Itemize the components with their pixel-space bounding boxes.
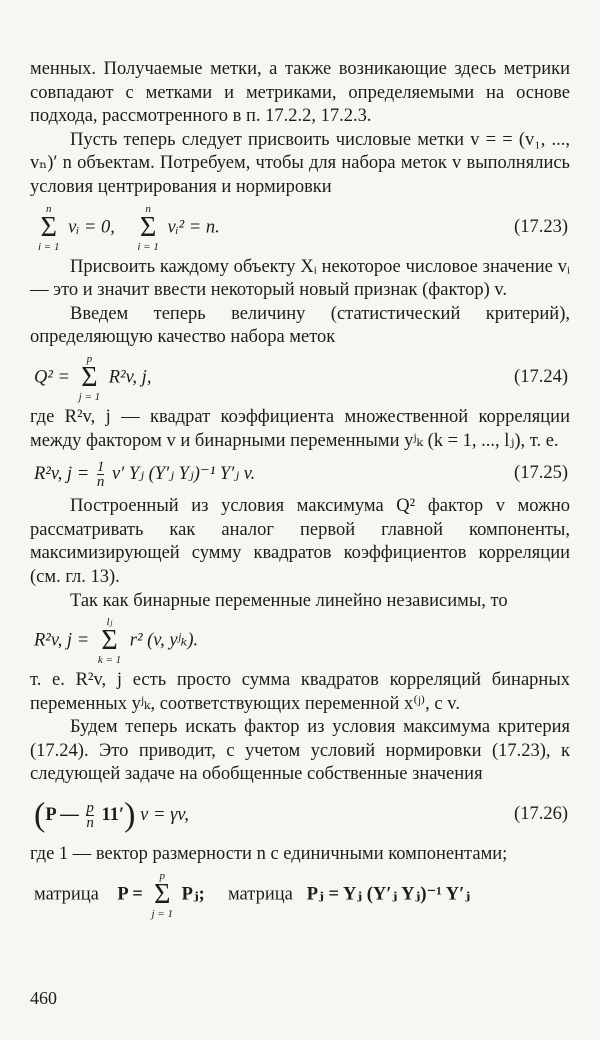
- paragraph-8: т. е. R²v, j есть просто сумма квадратов корреляций бинарных переменных yʲₖ, соответствующих переменной x⁽ʲ⁾, с v.: [30, 670, 570, 714]
- paragraph-3: Присвоить каждому объекту Xᵢ некоторое числовое значение vᵢ — это и значит ввести некоторый новый признак (фактор) v.: [30, 256, 570, 301]
- page-number: 460: [30, 988, 57, 1008]
- paragraph-4: Введем теперь величину (статистический критерий), определяющую качество набора меток: [30, 303, 570, 348]
- paragraph-6: Построенный из условия максимума Q² фактор v можно рассматривать как аналог первой главной компоненты, максимизирующей сумму квадратов коэффициентов корреляции (см. гл. 13).: [30, 496, 570, 587]
- equation-17-26: (P — $\frac{p}{n}$ 11′) v = γv, (17.26): [34, 796, 568, 834]
- eq-normalization: vᵢ² = n.: [167, 216, 220, 237]
- sum-symbol: n Σ i = 1: [137, 202, 159, 253]
- equation-number: (17.26): [514, 804, 568, 825]
- sum-symbol: n Σ i = 1: [38, 202, 60, 253]
- eq-centering: vᵢ = 0,: [68, 216, 115, 237]
- sum-symbol: p Σ j = 1: [151, 869, 173, 920]
- equation-rvj-sum: R²v, j = lⱼ Σ k = 1 r² (v, yʲₖ).: [34, 616, 199, 667]
- fraction: $\frac{1}{n}$: [96, 458, 105, 490]
- fraction: $\frac{p}{n}$: [86, 799, 94, 831]
- sum-symbol: lⱼ Σ k = 1: [97, 616, 122, 667]
- paragraph-2: Пусть теперь следует присвоить числовые метки v = = (v₁, ..., vₙ)′ n объектам. Потребуем, чтобы для набора меток v выполнялись условия центрирования и нормировки: [30, 129, 570, 197]
- equation-number: (17.24): [514, 367, 568, 388]
- sum-symbol: p Σ j = 1: [78, 352, 101, 403]
- equation-matrix-definitions: матрица P = p Σ j = 1 Pⱼ; матрица Pⱼ = Yⱼ (Y′ⱼ Yⱼ)⁻¹ Y′ⱼ: [34, 869, 471, 920]
- equation-17-23: [30, 202, 570, 253]
- paragraph-9: Будем теперь искать фактор из условия максимума критерия (17.24). Это приводит, с учетом условий нормировки (17.23), к следующей задаче на обобщенные собственные значения: [30, 717, 570, 785]
- equation-17-25: R²v, j = $\frac{1}{n}$ v′ Yⱼ (Y′ⱼ Yⱼ)⁻¹ Y′ⱼ v. (17.25): [34, 458, 568, 490]
- equation-number: (17.25): [514, 463, 568, 484]
- paragraph-10: где 1 — вектор размерности n с единичными компонентами;: [30, 844, 508, 865]
- paragraph-7: Так как бинарные переменные линейно независимы, то: [70, 590, 508, 611]
- equation-17-24: Q² = p Σ j = 1 R²v, j, (17.24): [34, 352, 568, 403]
- paragraph-5: где R²v, j — квадрат коэффициента множественной корреляции между фактором v и бинарными переменными yʲₖ (k = 1, ..., lⱼ), т. е.: [30, 406, 570, 451]
- equation-number: (17.23): [514, 216, 568, 237]
- paragraph-1: менных. Получаемые метки, а также возникающие здесь метрики совпадают с метками и метриками, определяемыми на основе подхода, рассмотренного в п. 17.2.2, 17.2.3.: [30, 59, 570, 127]
